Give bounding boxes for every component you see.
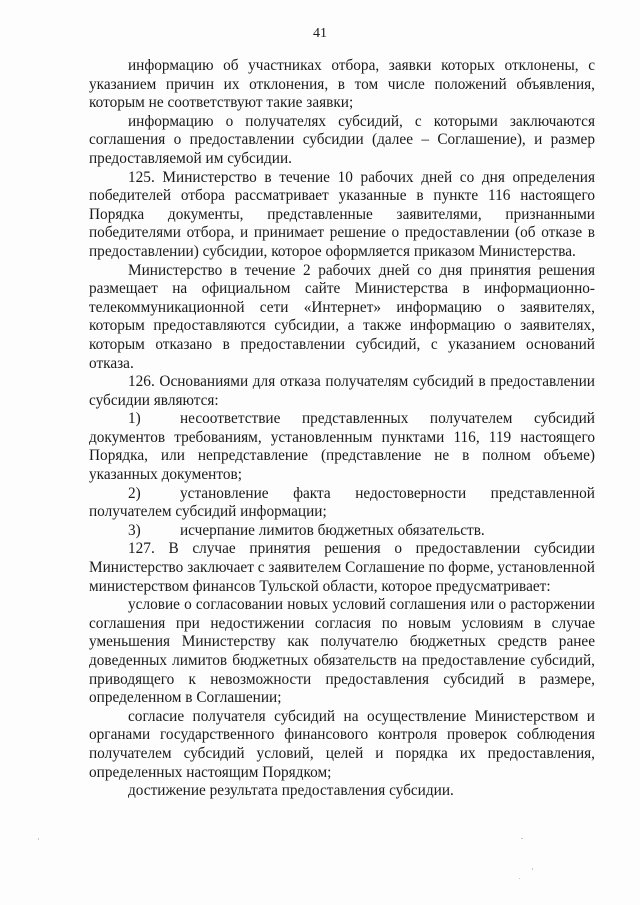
scan-speck	[521, 838, 523, 839]
list-item-number: 2)	[128, 484, 141, 502]
list-item-text: несоответствие представленных получателем субсидий документов требованиям, установленным пунктами 116, 119 настоящего Порядка, или непредставление (представление не в полном объеме) указанных документов;	[89, 410, 595, 484]
list-item-text: исчерпание лимитов бюджетных обязательств.	[180, 521, 485, 539]
list-item-number: 1)	[128, 410, 141, 428]
list-item-2	[89, 485, 595, 522]
paragraph-consent-to-inspections: согласие получателя субсидий на осуществление Министерством и органами государственного финансового контроля проверок соблюдения получателем субсидий условий, целей и порядка их предоставления, определенных настоящим Порядком;	[89, 707, 595, 781]
paragraph-clause-127: 127. В случае принятия решения о предоставлении субсидии Министерство заключает с заявителем Соглашение по форме, установленной министерством финансов Тульской области, которое предусматривает:	[89, 540, 595, 595]
paragraph-rejected-participants-info: информацию об участниках отбора, заявки которых отклонены, с указанием причин их отклонения, в том числе положений объявления, которым не соответствуют такие заявки;	[89, 57, 595, 112]
paragraph-recipients-info: информацию о получателях субсидий, с которыми заключаются соглашения о предоставлении субсидии (далее – Соглашение), и размер предоставляемой им субсидии.	[89, 112, 595, 167]
scan-speck	[38, 838, 39, 840]
list-item-3	[89, 522, 595, 541]
list-item-text: установление факта недостоверности представленной получателем субсидий информации;	[89, 484, 595, 521]
list-item-number: 3)	[128, 521, 141, 539]
scan-speck	[519, 878, 520, 879]
document-body	[89, 57, 595, 801]
paragraph-condition-renegotiation: условие о согласовании новых условий соглашения или о расторжении соглашения при недостижении согласия по новым условиям в случае уменьшения Министерству как получателю бюджетных средств ранее доведенных лимитов бюджетных обязательств на предоставление субсидий, приводящего к невозможности предоставления субсидий в размере, определенном в Соглашении;	[89, 596, 595, 707]
paragraph-publication-on-site: Министерство в течение 2 рабочих дней со дня принятия решения размещает на официальном сайте Министерства в информационно-телекоммуникационной сети «Интернет» информацию о заявителях, которым предоставляются субсидии, а также информацию о заявителях, которым отказано в предоставлении субсидий, с указанием оснований отказа.	[89, 261, 595, 372]
paragraph-clause-125: 125. Министерство в течение 10 рабочих дней со дня определения победителей отбора рассматривает указанные в пункте 116 настоящего Порядка документы, представленные заявителями, признанными победителями отбора, и принимает решение о предоставлении (об отказе в предоставлении) субсидии, которое оформляется приказом Министерства.	[89, 168, 595, 260]
list-item-1	[89, 410, 595, 484]
paragraph-result-achievement: достижение результата предоставления субсидии.	[128, 782, 454, 800]
page-number: 41	[313, 26, 327, 41]
scan-speck	[532, 868, 533, 870]
paragraph-clause-126: 126. Основаниями для отказа получателям субсидий в предоставлении субсидии являются:	[89, 373, 595, 409]
